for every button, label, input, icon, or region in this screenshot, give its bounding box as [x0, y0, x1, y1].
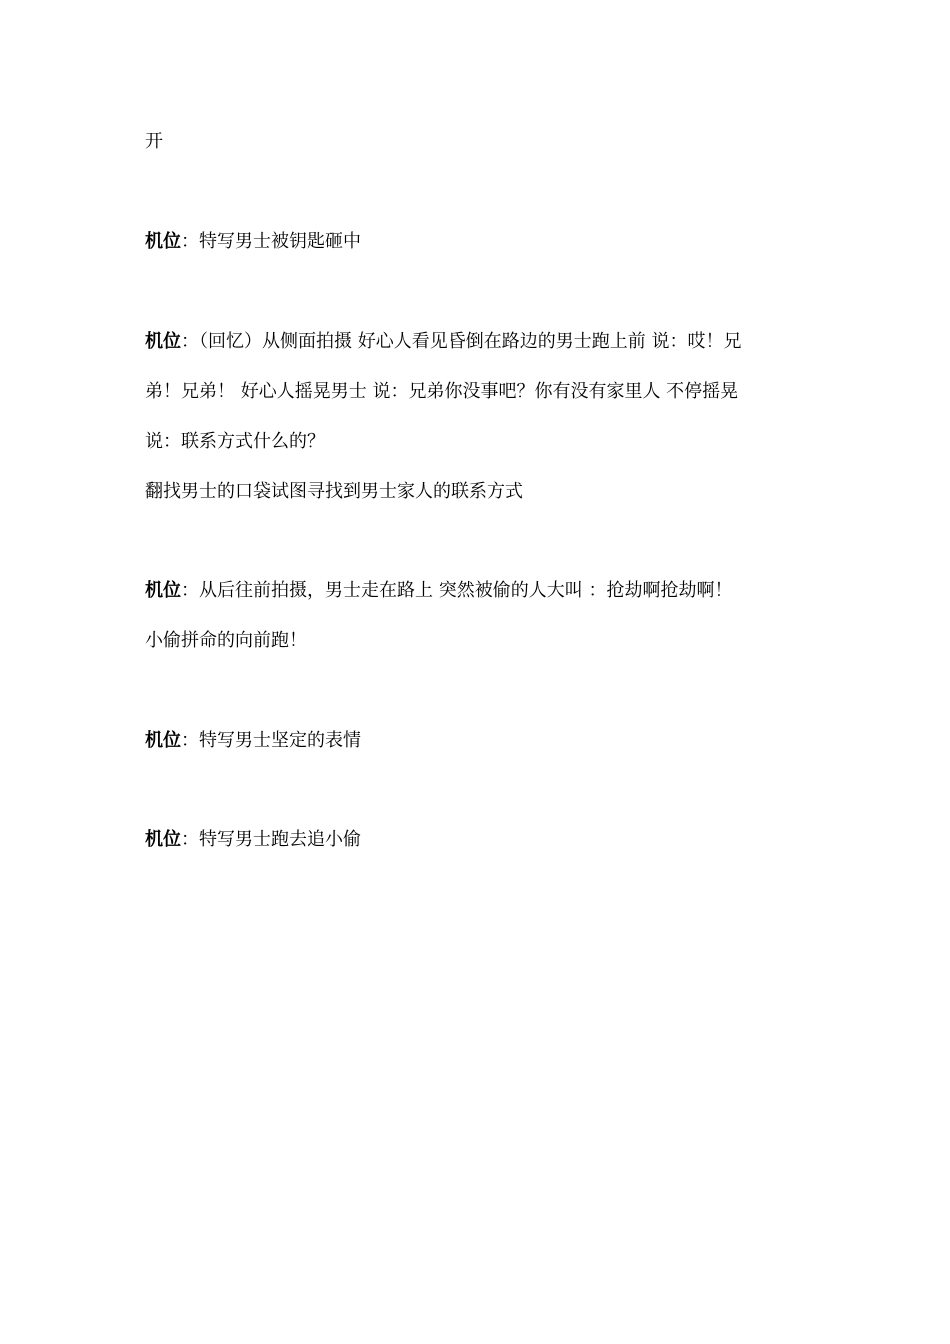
shot-line-1 [145, 230, 815, 254]
shot-text: ：（回忆）从侧面拍摄 好心人看见昏倒在路边的男士跑上前 说：哎！兄 [181, 331, 742, 352]
text-line-opening [145, 130, 815, 154]
line-text: 开 [145, 131, 163, 152]
shot-label: 机位 [145, 829, 181, 850]
shot-line-2 [145, 330, 815, 354]
line-text: 说：联系方式什么的？ [145, 431, 325, 452]
line-text: 弟！兄弟！ 好心人摇晃男士 说：兄弟你没事吧？你有没有家里人 不停摇晃 [145, 381, 739, 402]
shot-label: 机位 [145, 580, 181, 601]
shot-label: 机位 [145, 730, 181, 751]
shot-line-5 [145, 828, 815, 852]
line-text: 翻找男士的口袋试图寻找到男士家人的联系方式 [145, 481, 523, 502]
text-line [145, 430, 815, 454]
shot-label: 机位 [145, 231, 181, 252]
text-line [145, 629, 815, 653]
shot-line-3 [145, 579, 815, 603]
shot-text: ：特写男士跑去追小偷 [181, 829, 361, 850]
text-line [145, 380, 815, 404]
shot-text: ：从后往前拍摄，男士走在路上 突然被偷的人大叫 ：抢劫啊抢劫啊！ [181, 580, 733, 601]
shot-label: 机位 [145, 331, 181, 352]
text-line [145, 480, 815, 504]
line-text: 小偷拼命的向前跑！ [145, 630, 307, 651]
shot-text: ：特写男士坚定的表情 [181, 730, 361, 751]
shot-line-4 [145, 729, 815, 753]
shot-text: ：特写男士被钥匙砸中 [181, 231, 361, 252]
